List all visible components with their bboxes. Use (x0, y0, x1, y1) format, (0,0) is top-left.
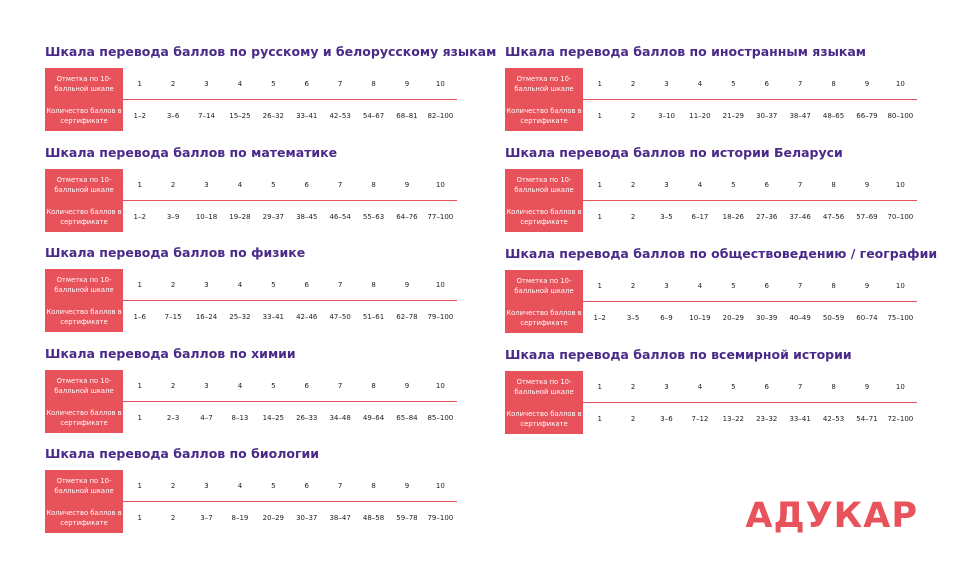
points-cell: 62–78 (396, 312, 418, 321)
grade-cell: 7 (797, 281, 803, 290)
points-cell: 46–54 (329, 212, 351, 221)
grade-cell: 4 (697, 281, 703, 290)
points-cell: 11–20 (689, 111, 711, 120)
grade-cell: 1 (137, 180, 142, 189)
grade-cell: 4 (697, 382, 703, 391)
points-row-label: Количество баллов в сертификате (45, 402, 123, 433)
grade-cell: 10 (435, 381, 445, 390)
points-cell: 60–74 (856, 313, 878, 322)
points-row-label: Количество баллов в сертификате (45, 301, 123, 332)
points-row (45, 100, 457, 131)
grade-cell: 4 (237, 180, 243, 189)
grade-cell: 5 (731, 281, 736, 290)
grade-row (505, 169, 917, 201)
grade-cell: 2 (630, 79, 636, 88)
grade-cell: 10 (895, 281, 905, 290)
points-cell: 68–81 (396, 111, 418, 120)
grade-cell: 7 (337, 280, 343, 289)
points-cell: 48–58 (362, 513, 385, 522)
grade-cell: 2 (170, 79, 176, 88)
points-cell: 3–6 (166, 111, 180, 120)
points-cell: 51–61 (362, 312, 385, 321)
grade-cell: 10 (895, 180, 905, 189)
grade-row (45, 269, 457, 301)
grade-cell: 3 (204, 180, 209, 189)
grade-cell: 2 (630, 382, 636, 391)
points-row (45, 502, 457, 533)
grade-row-label: Отметка по 10-балльной шкале (505, 270, 583, 301)
grade-row (45, 169, 457, 201)
points-cell: 8–19 (231, 513, 249, 522)
grade-cell: 2 (170, 481, 176, 490)
grade-cell: 6 (304, 79, 309, 88)
points-cell: 26–32 (262, 111, 284, 120)
points-cell: 10–19 (689, 313, 711, 322)
grade-cell: 1 (597, 281, 602, 290)
points-cell: 33–41 (789, 414, 811, 423)
points-cell: 30–37 (296, 513, 318, 522)
grade-cell: 10 (435, 481, 445, 490)
grade-row-label: Отметка по 10-балльной шкале (45, 269, 123, 300)
points-cell: 30–39 (756, 313, 778, 322)
grade-cell: 8 (371, 280, 376, 289)
points-row (505, 201, 917, 232)
grade-cell: 2 (170, 280, 176, 289)
grade-cell: 4 (697, 180, 703, 189)
points-cell: 80–100 (887, 111, 914, 120)
points-cell: 3–10 (658, 111, 675, 120)
points-cell: 1–2 (133, 212, 146, 221)
grade-cell: 5 (271, 381, 276, 390)
grade-row (505, 371, 917, 403)
grade-cell: 7 (337, 79, 343, 88)
grade-cell: 2 (170, 180, 176, 189)
grade-cell: 3 (664, 180, 669, 189)
grade-cell: 10 (895, 79, 905, 88)
grade-cell: 10 (435, 280, 445, 289)
grade-cell: 9 (864, 180, 870, 189)
points-cell: 3–5 (626, 313, 640, 322)
grade-cell: 4 (237, 481, 243, 490)
points-cell: 20–29 (262, 513, 284, 522)
points-cell: 16–24 (195, 312, 218, 321)
grade-row (505, 68, 917, 100)
points-cell: 2 (630, 414, 636, 423)
grade-cell: 8 (831, 180, 836, 189)
grade-cell: 5 (271, 79, 276, 88)
points-cell: 42–53 (822, 414, 845, 423)
points-cell: 7–15 (164, 312, 182, 321)
table-title: Шкала перевода баллов по русскому и белорусскому языкам (45, 44, 497, 59)
grade-cell: 2 (170, 381, 176, 390)
grade-cell: 3 (204, 280, 209, 289)
points-cell: 54–67 (362, 111, 385, 120)
points-row (45, 301, 457, 332)
grade-cell: 2 (630, 180, 636, 189)
points-cell: 30–37 (756, 111, 778, 120)
points-cell: 70–100 (887, 212, 914, 221)
grade-cell: 9 (404, 381, 410, 390)
grade-cell: 7 (337, 481, 343, 490)
points-cell: 79–100 (427, 513, 454, 522)
points-cell: 65–84 (396, 413, 418, 422)
grade-cell: 10 (435, 180, 445, 189)
points-cell: 14–25 (262, 413, 284, 422)
grade-row-label: Отметка по 10-балльной шкале (505, 68, 583, 99)
points-cell: 1 (137, 413, 142, 422)
grade-row-label: Отметка по 10-балльной шкале (45, 470, 123, 501)
points-cell: 1 (597, 111, 602, 120)
grade-cell: 7 (337, 381, 343, 390)
points-cell: 2 (630, 111, 636, 120)
grade-row (45, 68, 457, 100)
points-cell: 3–5 (660, 212, 673, 221)
grade-cell: 3 (664, 382, 669, 391)
table-title: Шкала перевода баллов по химии (45, 346, 296, 361)
grade-cell: 5 (731, 382, 736, 391)
table-title: Шкала перевода баллов по всемирной истории (505, 347, 852, 362)
grade-row (45, 470, 457, 502)
grade-cell: 1 (597, 382, 602, 391)
grade-row (45, 370, 457, 402)
points-cell: 10–18 (195, 212, 218, 221)
grade-row-label: Отметка по 10-балльной шкале (45, 370, 123, 401)
points-cell: 49–64 (362, 413, 385, 422)
grade-cell: 9 (864, 382, 870, 391)
table-title: Шкала перевода баллов по математике (45, 145, 338, 160)
points-cell: 1 (597, 414, 602, 423)
grade-cell: 1 (137, 481, 142, 490)
grade-cell: 5 (731, 79, 736, 88)
points-cell: 47–56 (822, 212, 845, 221)
grade-cell: 4 (237, 381, 243, 390)
grade-row-label: Отметка по 10-балльной шкале (45, 169, 123, 200)
grade-cell: 3 (664, 281, 669, 290)
points-row-label: Количество баллов в сертификате (45, 502, 123, 533)
grade-cell: 1 (597, 180, 602, 189)
grade-cell: 4 (237, 79, 243, 88)
points-row (505, 403, 917, 434)
points-cell: 13–22 (722, 414, 744, 423)
table-title: Шкала перевода баллов по биологии (45, 446, 319, 461)
points-cell: 33–41 (296, 111, 318, 120)
points-cell: 6–9 (660, 313, 673, 322)
points-cell: 82–100 (427, 111, 454, 120)
points-cell: 57–69 (856, 212, 878, 221)
points-row-label: Количество баллов в сертификате (505, 403, 583, 434)
points-cell: 20–29 (722, 313, 744, 322)
grade-cell: 2 (630, 281, 636, 290)
grade-row-label: Отметка по 10-балльной шкале (505, 371, 583, 402)
grade-cell: 1 (137, 280, 142, 289)
grade-cell: 10 (895, 382, 905, 391)
points-cell: 33–41 (262, 312, 284, 321)
grade-cell: 3 (204, 79, 209, 88)
points-cell: 79–100 (427, 312, 454, 321)
points-cell: 64–76 (396, 212, 418, 221)
points-cell: 48–65 (822, 111, 845, 120)
points-cell: 8–13 (231, 413, 249, 422)
table-title: Шкала перевода баллов по истории Беларуси (505, 145, 843, 160)
grade-cell: 3 (204, 381, 209, 390)
grade-cell: 8 (371, 481, 376, 490)
points-cell: 26–33 (296, 413, 318, 422)
points-cell: 54–71 (856, 414, 878, 423)
points-cell: 47–50 (329, 312, 351, 321)
points-cell: 55–63 (362, 212, 385, 221)
grade-cell: 7 (337, 180, 343, 189)
points-cell: 75–100 (887, 313, 914, 322)
points-cell: 3–9 (166, 212, 180, 221)
grade-cell: 5 (271, 481, 276, 490)
grade-cell: 10 (435, 79, 445, 88)
grade-cell: 8 (831, 79, 836, 88)
points-cell: 15–25 (229, 111, 251, 120)
table-title: Шкала перевода баллов по обществоведению / географии (505, 246, 938, 261)
grade-row (505, 270, 917, 302)
grade-cell: 7 (797, 79, 803, 88)
points-cell: 40–49 (789, 313, 811, 322)
points-row-label: Количество баллов в сертификате (45, 100, 123, 131)
points-cell: 6–17 (691, 212, 709, 221)
grade-cell: 5 (731, 180, 736, 189)
table-title: Шкала перевода баллов по физике (45, 245, 306, 260)
points-cell: 3–6 (660, 414, 673, 423)
points-cell: 7–12 (691, 414, 709, 423)
grade-cell: 1 (597, 79, 602, 88)
grade-cell: 6 (764, 281, 769, 290)
points-cell: 2 (170, 513, 176, 522)
points-cell: 23–32 (756, 414, 778, 423)
points-cell: 1 (137, 513, 142, 522)
points-cell: 1–2 (593, 313, 606, 322)
grade-cell: 8 (831, 281, 836, 290)
points-cell: 38–47 (789, 111, 811, 120)
grade-row-label: Отметка по 10-балльной шкале (45, 68, 123, 99)
points-cell: 59–78 (396, 513, 418, 522)
grade-cell: 5 (271, 180, 276, 189)
grade-cell: 8 (371, 180, 376, 189)
points-cell: 66–79 (856, 111, 878, 120)
grade-cell: 9 (404, 180, 410, 189)
points-cell: 18–26 (722, 212, 744, 221)
points-row-label: Количество баллов в сертификате (505, 100, 583, 131)
grade-cell: 8 (831, 382, 836, 391)
points-row (505, 302, 917, 333)
points-cell: 42–53 (329, 111, 351, 120)
grade-cell: 6 (304, 280, 309, 289)
points-cell: 7–14 (198, 111, 215, 120)
grade-row-label: Отметка по 10-балльной шкале (505, 169, 583, 200)
points-cell: 2 (630, 212, 636, 221)
points-cell: 42–46 (296, 312, 318, 321)
grade-cell: 7 (797, 180, 803, 189)
grade-cell: 1 (137, 381, 142, 390)
points-cell: 85–100 (427, 413, 454, 422)
points-cell: 3–7 (200, 513, 213, 522)
points-row-label: Количество баллов в сертификате (45, 201, 123, 232)
points-cell: 72–100 (887, 414, 914, 423)
points-cell: 37–46 (789, 212, 811, 221)
grade-cell: 9 (404, 481, 410, 490)
grade-cell: 9 (864, 281, 870, 290)
points-cell: 4–7 (200, 413, 213, 422)
points-cell: 1–6 (133, 312, 146, 321)
grade-cell: 8 (371, 381, 376, 390)
grade-cell: 9 (404, 79, 410, 88)
grade-cell: 4 (697, 79, 703, 88)
points-cell: 2–3 (166, 413, 180, 422)
adukar-logo: АДУКАР (745, 496, 918, 536)
grade-cell: 4 (237, 280, 243, 289)
grade-cell: 6 (764, 382, 769, 391)
grade-cell: 6 (304, 381, 309, 390)
grade-cell: 9 (864, 79, 870, 88)
table-title: Шкала перевода баллов по иностранным языкам (505, 44, 867, 59)
points-cell: 21–29 (722, 111, 744, 120)
grade-cell: 7 (797, 382, 803, 391)
grade-cell: 6 (304, 481, 309, 490)
points-cell: 25–32 (229, 312, 251, 321)
points-cell: 77–100 (427, 212, 454, 221)
grade-cell: 6 (304, 180, 309, 189)
grade-cell: 9 (404, 280, 410, 289)
points-row (45, 201, 457, 232)
grade-cell: 6 (764, 180, 769, 189)
points-cell: 1 (597, 212, 602, 221)
points-cell: 29–37 (262, 212, 284, 221)
points-row-label: Количество баллов в сертификате (505, 201, 583, 232)
points-row (45, 402, 457, 433)
points-cell: 34–48 (329, 413, 351, 422)
points-cell: 1–2 (133, 111, 146, 120)
grade-cell: 5 (271, 280, 276, 289)
grade-cell: 3 (664, 79, 669, 88)
points-row (505, 100, 917, 131)
points-cell: 38–47 (329, 513, 351, 522)
grade-cell: 1 (137, 79, 142, 88)
grade-cell: 3 (204, 481, 209, 490)
points-cell: 19–28 (229, 212, 251, 221)
points-row-label: Количество баллов в сертификате (505, 302, 583, 333)
points-cell: 38–45 (296, 212, 318, 221)
points-cell: 50–59 (822, 313, 845, 322)
grade-cell: 8 (371, 79, 376, 88)
grade-cell: 6 (764, 79, 769, 88)
points-cell: 27–36 (756, 212, 778, 221)
